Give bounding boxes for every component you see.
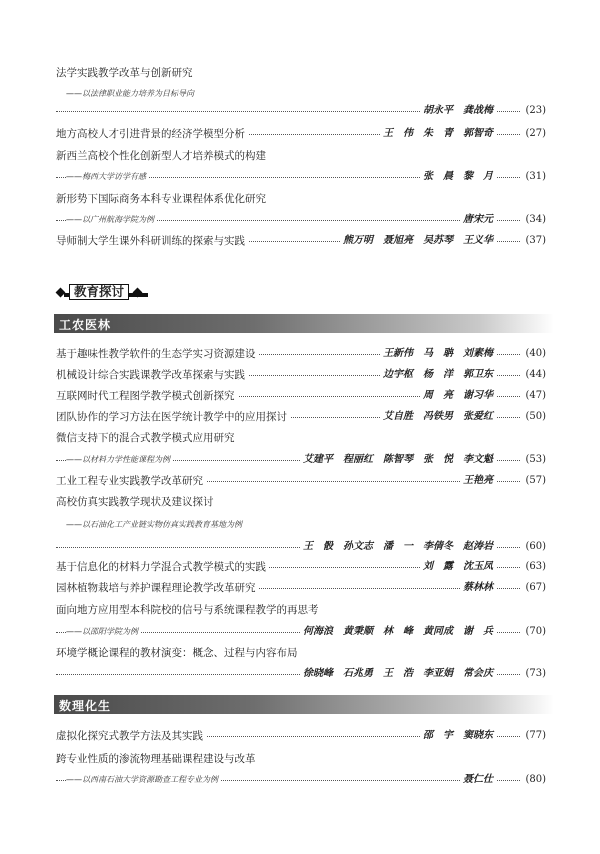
entry-page: (53) [521, 453, 546, 467]
entry-authors: 王艳亮 [460, 474, 496, 488]
toc-entry[interactable] [56, 127, 546, 141]
entry-title: 导师制大学生课外科研训练的探索与实践 [56, 234, 248, 248]
toc-entry[interactable] [56, 66, 546, 118]
entry-title: 团队协作的学习方法在医学统计教学中的应用探讨 [56, 410, 290, 424]
entry-authors: 边宇枢 杨 洋 郭卫东 [380, 368, 496, 382]
entry-authors: 王 伟 朱 青 郭智奇 [380, 127, 496, 141]
entry-page: (23) [521, 104, 546, 118]
entry-title: 基于信息化的材料力学混合式教学模式的实践 [56, 560, 269, 574]
entry-subtitle: ——以广州航海学院为例 [66, 213, 157, 227]
entry-subtitle: ——以邵阳学院为例 [66, 625, 141, 639]
entry-title: 环境学概论课程的教材演变：概念、过程与内容布局 [56, 647, 298, 659]
subsection-banner [54, 314, 554, 333]
entry-authors: 艾建平 程丽红 陈智琴 张 悦 李文魁 [300, 453, 496, 467]
entry-title: 高校仿真实践教学现状及建议探讨 [56, 496, 214, 508]
subsection-title: 工农医林 [59, 318, 112, 332]
entry-authors: 唐宋元 [460, 213, 496, 227]
entry-title: 地方高校人才引进背景的经济学模型分析 [56, 127, 248, 141]
entry-page: (77) [521, 729, 546, 743]
entry-page: (80) [521, 773, 546, 787]
entry-title: 跨专业性质的渗流物理基础课程建设与改革 [56, 753, 256, 765]
entry-title: 基于趣味性教学软件的生态学实习资源建设 [56, 347, 259, 361]
diamond-icon [56, 287, 66, 297]
toc-entry[interactable] [56, 389, 546, 403]
entry-page: (37) [521, 234, 546, 248]
entry-authors: 聂仁仕 [460, 773, 496, 787]
toc-entry[interactable] [56, 581, 546, 595]
entry-title: 虚拟化探究式教学方法及其实践 [56, 729, 206, 743]
toc-entry[interactable] [56, 149, 546, 184]
entry-page: (70) [521, 625, 546, 639]
section-header [54, 283, 158, 301]
entry-authors: 王新伟 马 聃 刘素梅 [380, 347, 496, 361]
entry-authors: 徐晓峰 石兆勇 王 浩 李亚娟 常会庆 [300, 667, 496, 681]
entry-page: (40) [521, 347, 546, 361]
entry-page: (57) [521, 474, 546, 488]
entry-subtitle: ——以材料力学性能课程为例 [66, 453, 173, 467]
entry-authors: 周 亮 谢习华 [420, 389, 496, 403]
entry-title: 微信支持下的混合式教学模式应用研究 [56, 432, 235, 444]
toc-entry[interactable] [56, 560, 546, 574]
entry-title: 园林植物栽培与养护课程理论教学改革研究 [56, 581, 259, 595]
toc-entry[interactable] [56, 495, 546, 554]
toc-entry[interactable] [56, 234, 546, 248]
toc-entry[interactable] [56, 603, 546, 639]
toc-entry[interactable] [56, 410, 546, 424]
entry-page: (47) [521, 389, 546, 403]
entry-page: (44) [521, 368, 546, 382]
entry-authors: 邵 宇 窦晓东 [420, 729, 496, 743]
toc-entry[interactable] [56, 474, 546, 488]
entry-page: (63) [521, 560, 546, 574]
entry-page: (31) [521, 170, 546, 184]
entry-page: (67) [521, 581, 546, 595]
entry-title: 面向地方应用型本科院校的信号与系统课程教学的再思考 [56, 604, 319, 616]
toc-entry[interactable] [56, 729, 546, 743]
entry-authors: 何海浪 黄秉顺 林 峰 黄同成 谢 兵 [300, 625, 496, 639]
entry-authors: 熊万明 聂旭亮 吴苏琴 王义华 [340, 234, 496, 248]
subsection-banner [54, 695, 554, 714]
entry-title: 互联网时代工程图学教学模式创新探究 [56, 389, 238, 403]
toc-entry[interactable] [56, 646, 546, 681]
entry-subtitle: ——以法律职业能力培养为目标导向 [66, 89, 194, 98]
entry-authors: 王 骰 孙文志 潘 一 李倩冬 赵涛岩 [300, 540, 496, 554]
toc-entry[interactable] [56, 347, 546, 361]
entry-page: (60) [521, 540, 546, 554]
entry-page: (50) [521, 410, 546, 424]
entry-authors: 蔡林林 [460, 581, 496, 595]
entry-subtitle: ——以西南石油大学资源勘查工程专业为例 [66, 773, 221, 787]
toc-entry[interactable] [56, 431, 546, 467]
entry-title: 工业工程专业实践教学改革研究 [56, 474, 206, 488]
entry-subtitle: ——梅西大学访学有感 [66, 170, 149, 184]
entry-title: 新形势下国际商务本科专业课程体系优化研究 [56, 193, 266, 205]
section-title: 教育探讨 [69, 284, 129, 300]
entry-authors: 张 晨 黎 月 [420, 170, 496, 184]
entry-title: 新西兰高校个性化创新型人才培养模式的构建 [56, 150, 266, 162]
subsection-title: 数理化生 [59, 699, 112, 713]
entry-authors: 艾自胜 冯铁男 张爱红 [380, 410, 496, 424]
entry-page: (27) [521, 127, 546, 141]
toc-entry[interactable] [56, 192, 546, 227]
entry-title: 法学实践教学改革与创新研究 [56, 67, 193, 79]
toc-entry[interactable] [56, 368, 546, 382]
entry-title: 机械设计综合实践课教学改革探索与实践 [56, 368, 248, 382]
entry-page: (73) [521, 667, 546, 681]
entry-authors: 刘 露 沈玉凤 [420, 560, 496, 574]
entry-subtitle: ——以石油化工产业链实物仿真实践教育基地为例 [66, 520, 242, 529]
entry-authors: 胡永平 龚战梅 [420, 104, 496, 118]
entry-page: (34) [521, 213, 546, 227]
diamond-icon [133, 287, 143, 297]
toc-entry[interactable] [56, 752, 546, 787]
